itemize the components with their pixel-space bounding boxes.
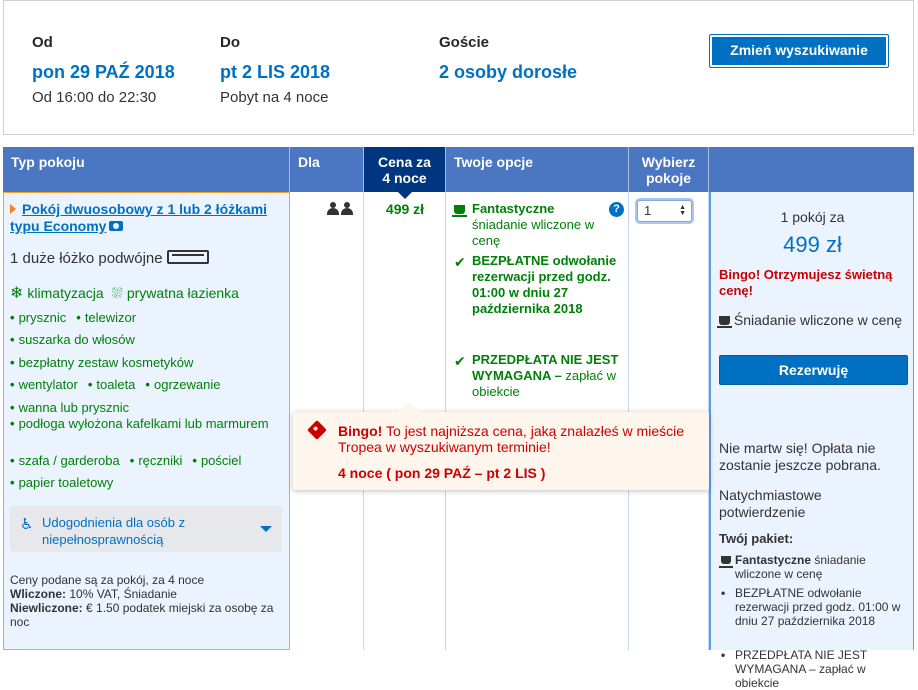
bed-icon — [167, 250, 209, 264]
header-select-rooms: Wybierz pokoje — [629, 147, 709, 192]
check-out-label: Do — [220, 34, 240, 51]
bed-info: 1 duże łóżko podwójne — [10, 250, 209, 267]
package-prepayment: • PRZEDPŁATA NIE JEST WYMAGANA – zapłać w obiekcie — [721, 648, 868, 690]
total-price: 499 zł — [783, 232, 842, 257]
no-charge-note: Nie martw się! Opłata nie zostanie jeszcze pobrana. — [719, 440, 881, 473]
option-breakfast: Fantastyczne śniadanie wliczone w cenę — [454, 201, 622, 249]
check-in-time: Od 16:00 do 22:30 — [32, 89, 157, 106]
facility-row-3: • suszarka do włosów — [10, 332, 135, 347]
guests-value[interactable]: 2 osoby dorosłe — [439, 62, 578, 82]
package-cancellation: • BEZPŁATNE odwołanie rezerwacji przed godz. 01:00 w dniu 27 października 2018 — [721, 586, 901, 628]
rooms-quantity-select[interactable]: 1 ▲ ▼ — [637, 200, 692, 222]
facility-row-9: • papier toaletowy — [10, 475, 114, 490]
check-out-date[interactable]: pt 2 LIS 2018 — [220, 62, 331, 82]
lowest-price-popup — [293, 412, 709, 490]
wheelchair-icon: ♿ — [20, 516, 34, 533]
check-icon: ✔ — [454, 254, 466, 270]
snowflake-icon: ❄ — [10, 285, 24, 302]
help-icon[interactable]: ? — [609, 202, 624, 217]
price-tag-icon — [307, 420, 327, 440]
facility-row-8: • szafa / garderoba • ręczniki • pościel — [10, 453, 242, 468]
package-breakfast: Fantastyczne śniadanie wliczone w cenę — [719, 553, 909, 581]
facility-row-5: • wentylator • toaleta • ogrzewanie — [10, 377, 221, 392]
reservation-panel — [709, 192, 914, 690]
facility-row-2: • prysznic • telewizor — [10, 310, 137, 325]
accessibility-dropdown[interactable]: ♿ Udogodnienia dla osób z niepełnosprawnością — [10, 506, 282, 552]
price-note: Ceny podane są za pokój, za 4 noce Wliczone: 10% VAT, Śniadanie Niewliczone: € 1.50 podatek miejski za osobę za noc — [10, 573, 274, 629]
coffee-cup-icon — [721, 556, 731, 564]
facility-row-4: • bezpłatny zestaw kosmetyków — [10, 355, 194, 370]
check-in-label: Od — [32, 34, 53, 51]
room-type-cell — [3, 192, 290, 650]
great-price-notice: Bingo! Otrzymujesz świetną cenę! — [719, 267, 893, 298]
check-icon: ✔ — [454, 353, 466, 369]
header-reserve — [709, 147, 914, 192]
chevron-down-icon — [260, 526, 272, 532]
popup-message: Bingo! To jest najniższa cena, jaką znalazłeś w mieście Tropea w wyszukiwanym terminie! — [338, 423, 684, 455]
updown-arrows-icon: ▲ ▼ — [679, 204, 686, 217]
package-title: Twój pakiet: — [719, 531, 794, 546]
shower-icon: ⛆ — [111, 285, 123, 301]
header-price[interactable]: Cena za 4 noce — [364, 147, 446, 192]
search-summary — [3, 0, 914, 135]
reserve-button[interactable]: Rezerwuję — [719, 355, 908, 385]
header-options: Twoje opcje — [446, 147, 629, 192]
option-free-cancellation: ✔ BEZPŁATNE odwołanie rezerwacji przed godz. 01:00 w dniu 27 października 2018 — [454, 253, 617, 316]
popup-dates: 4 noce ( pon 29 PAŹ – pt 2 LIS ) — [338, 465, 546, 481]
coffee-cup-icon — [454, 205, 465, 214]
facility-row-6: • wanna lub prysznic — [10, 400, 130, 415]
coffee-cup-icon — [719, 316, 730, 325]
facility-row-1: ❄ klimatyzacja ⛆ prywatna łazienka — [10, 285, 239, 302]
room-price: 499 zł — [385, 201, 425, 217]
stay-length: Pobyt na 4 noce — [220, 89, 329, 106]
rooms-count-label: 1 pokój za — [780, 209, 845, 225]
check-in-block — [32, 34, 175, 106]
header-for: Dla — [290, 147, 364, 192]
arrow-right-icon — [10, 204, 16, 214]
room-table — [3, 147, 914, 690]
two-persons-icon — [327, 202, 355, 220]
camera-icon[interactable] — [109, 221, 123, 231]
header-room-type: Typ pokoju — [3, 147, 290, 192]
facility-row-7: • podłoga wyłożona kafelkami lub marmurem — [10, 416, 269, 431]
change-search-button[interactable]: Zmień wyszukiwanie — [709, 34, 889, 68]
check-in-date[interactable]: pon 29 PAŹ 2018 — [32, 62, 175, 82]
instant-confirmation: Natychmiastowe potwierdzenie — [719, 487, 822, 520]
option-no-prepayment: ✔ PRZEDPŁATA NIE JEST WYMAGANA – zapłać w obiekcie — [454, 352, 619, 399]
breakfast-included: Śniadanie wliczone w cenę — [719, 312, 907, 329]
guests-label: Goście — [439, 34, 490, 51]
guests-block — [439, 34, 577, 83]
check-out-block — [220, 34, 330, 106]
room-name-link[interactable]: Pokój dwuosobowy z 1 lub 2 łóżkami typu Economy — [10, 201, 268, 234]
